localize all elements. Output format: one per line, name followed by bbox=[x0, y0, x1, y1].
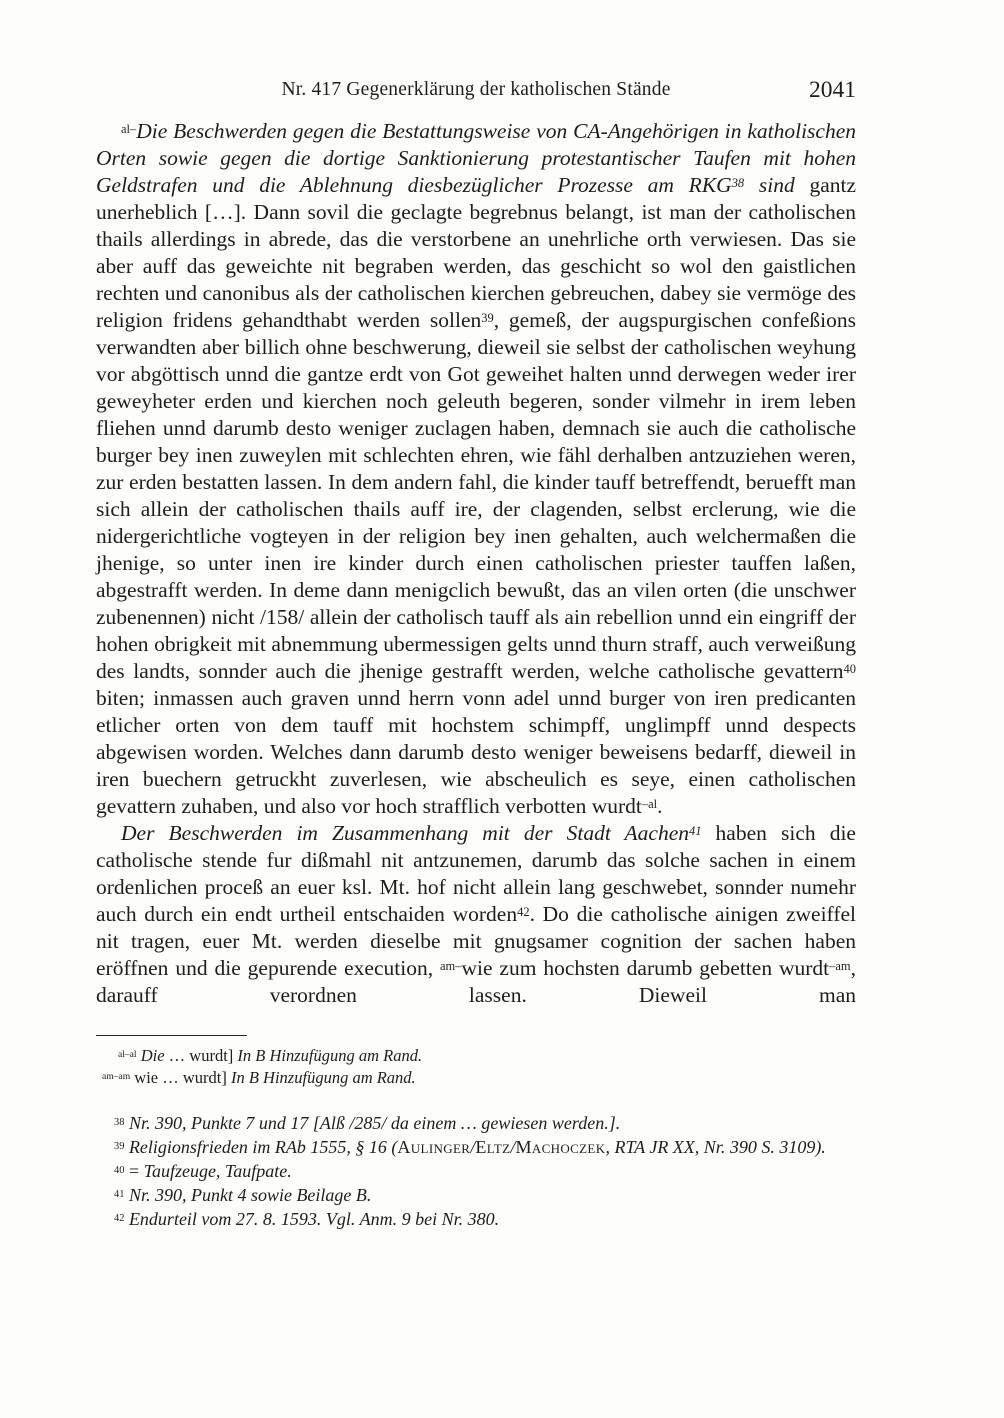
paragraph-regest-bestattung: $^{al-}$Die Beschwerden gegen die Bestattungsweise von CA-Angehörigen in katholischen Orten sowie gegen die dortige Sanktionierung protestantischer Taufen mit hohen Geldstrafen und die Ablehnung diesbezüglicher Prozesse am RKG$^{38}$ sind gantz unerheblich […]. Dann sovil die geclagte begrebnus belangt, ist man der catholischen thails allerdings in abrede, das die verstorbene an unehrliche orth verwiesen. Das sie aber auff das geweichte nit begraben werden, das geschicht so wol den gaistlichen rechten und canonibus als der catholischen kierchen gebreuchen, dabey sie vermöge des religion fridens gehandthabt werden sollen$^{39}$, gemeß, der augspurgischen confeßions verwandten aber billich ohne beschwerung, dieweil sie selbst der catholischen weyhung vor abgöttisch unnd die gantze erdt von Got geweihet halten unnd derwegen weder irer geweyheter erden und kierchen noch geleuth begeren, sonder vilmehr in irem leben fliehen unnd darumb desto weniger zuclagen haben, demnach sie auch die catholische burger bey inen zuweylen mit schlechten ehren, wie fähl derhalben antzuziehen weren, zur erden bestatten lassen. In dem andern fahl, die kinder tauff betreffendt, beruefft man sich allein der catholischen thails auff ire, der clagenden, selbst erclerung, wie die nidergerichtliche vogteyen in der religion bey inen gehalten, auch welchermaßen die jhenige, so unter inen ire kinder durch einen catholischen priester tauffen laßen, abgestrafft werden. In deme dann menigclich bewußt, das an vilen orten (die unschwer zubenennen) nicht /158/ allein der catholisch tauff als ain rebellion unnd ein eingriff der hohen obrigkeit mit abnemmung ubermessigen gelts unnd thurn straff, auch verweißung des landts, sonnder auch die jhenige gestrafft werden, welche catholische gevattern$^{40}$ biten; inmassen auch graven unnd herrn vonn adel unnd burger von iren predicanten etlicher orten von dem tauff mit hochstem schimpff, unglimpff unnd despects abgewisen worden. Welches dann darumb desto weniger beweisens bedarff, dieweil in iren buechern getruckht zuverlesen, wie abscheulich es seye, einen catholischen gevattern zuhaben, und also vor hoch strafflich verbotten wurdt$^{-al}$. bbox=[96, 119, 856, 818]
apparatus-entry-al: $^{al-al}$ Die … wurdt] In B Hinzufügung am Rand. bbox=[118, 1046, 423, 1065]
critical-apparatus bbox=[96, 1045, 856, 1089]
paragraph-regest-aachen: Der Beschwerden im Zusammenhang mit der Stadt Aachen$^{41}$ haben sich die catholische stende fur dißmahl nit antzunemen, darumb das solche sachen in einem ordenlichen proceß an euer ksl. Mt. hof nicht allein lang geschwebet, sonnder numehr auch durch ein endt urtheil entschaiden worden$^{42}$. Do die catholische ainigen zweiffel nit tragen, euer Mt. werden dieselbe mit gnugsamer cognition der sachen haben eröffnen und die gepurende execution, $^{am-}$wie zum hochsten darumb gebetten wurdt$^{-am}$, darauff verordnen lassen. Dieweil man bbox=[96, 821, 856, 1007]
footnote-39: $^{39}$ Religionsfrieden im RAb 1555, § 16 (Aulinger/Eltz/Machoczek, RTA JR XX, Nr. 390 S. 3109). bbox=[114, 1137, 826, 1157]
page-number: 2041 bbox=[809, 77, 856, 103]
footnote-42: $^{42}$ Endurteil vom 27. 8. 1593. Vgl. Anm. 9 bei Nr. 380. bbox=[114, 1209, 500, 1229]
footnote-divider-rule bbox=[96, 1035, 247, 1036]
footnotes-block bbox=[96, 1111, 856, 1231]
apparatus-entry-am: $^{am-am}$ wie … wurdt] In B Hinzufügung am Rand. bbox=[102, 1068, 416, 1087]
footnote-38: $^{38}$ Nr. 390, Punkte 7 und 17 [Alß /285/ da einem … gewiesen werden.]. bbox=[114, 1113, 621, 1133]
page-header bbox=[96, 74, 856, 106]
footnote-40: $^{40}$ = Taufzeuge, Taufpate. bbox=[114, 1161, 292, 1181]
main-text bbox=[96, 118, 856, 1009]
running-title: Nr. 417 Gegenerklärung der katholischen Stände bbox=[281, 79, 671, 100]
footnote-41: $^{41}$ Nr. 390, Punkt 4 sowie Beilage B. bbox=[114, 1185, 372, 1205]
